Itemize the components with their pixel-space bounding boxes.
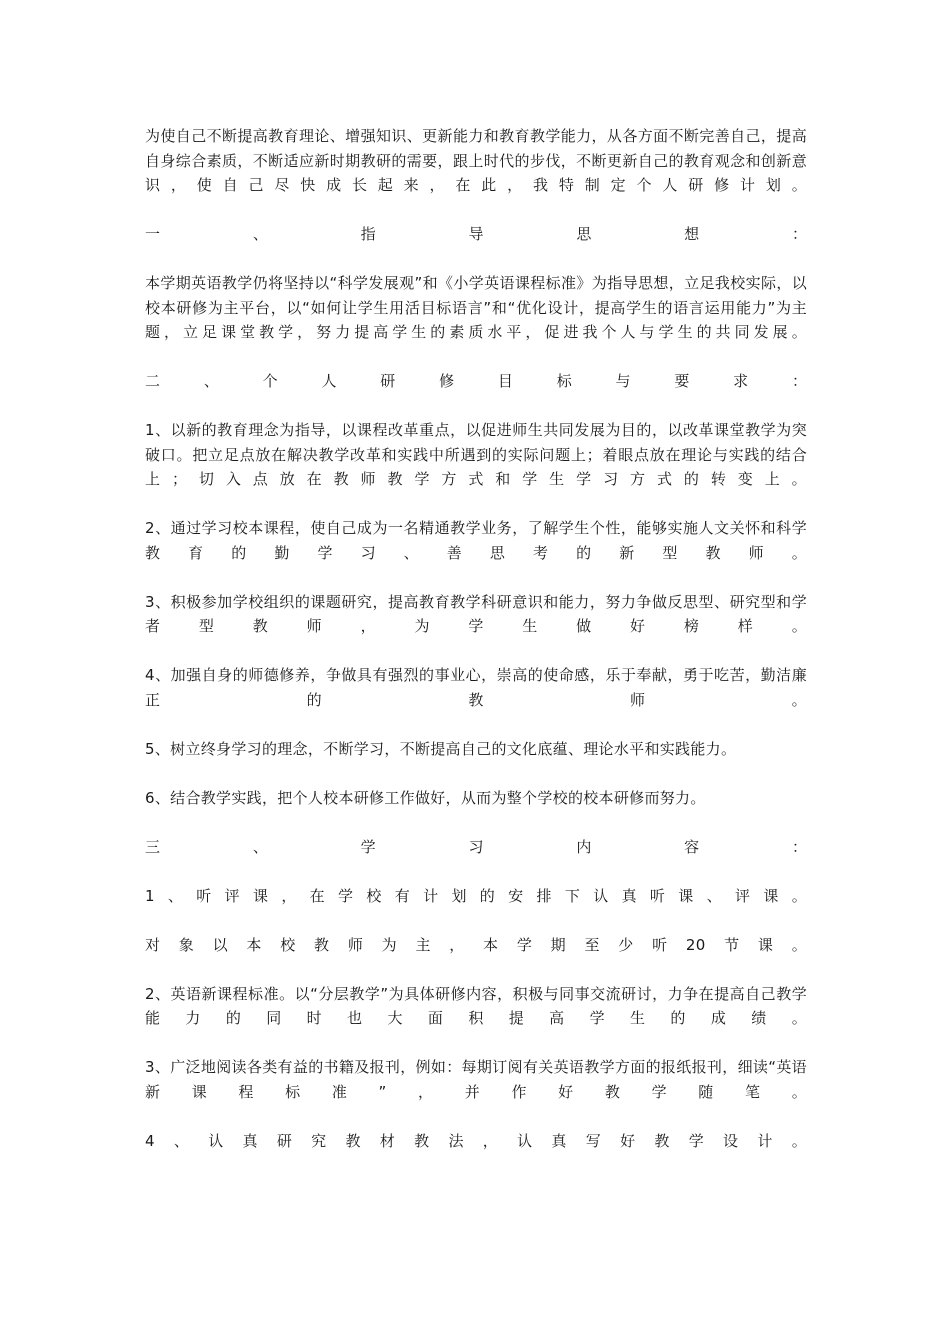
section2-heading: 二 、 个 人 研 修 目 标 与 要 求 ：	[145, 372, 807, 390]
section2-item: 1、以新的教育理念为指导，以课程改革重点，以促进师生共同发展为目的，以改革课堂教学为突破口。把立足点放在解决教学改革和实践中所遇到的实际问题上；着眼点放在理论与实践的结合上；切入点放在教师教学方式和学生学习方式的转变上。	[145, 421, 807, 488]
section3-heading: 三 、 学 习 内 容 ：	[145, 837, 807, 856]
intro-paragraph: 为使自己不断提高教育理论、增强知识、更新能力和教育教学能力，从各方面不断完善自己，提高自身综合素质，不断适应新时期教研的需要，跟上时代的步伐，不断更新自己的教育观念和创新意识，使自己尽快成长起来，在此，我特制定个人研修计划。	[145, 127, 807, 194]
section2-item: 6、结合教学实践，把个人校本研修工作做好，从而为整个学校的校本研修而努力。	[145, 788, 706, 807]
section3-item: 2、英语新课程标准。以“分层教学”为具体研修内容，积极与同事交流研讨，力争在提高自己教学能力的同时也大面积提高学生的成绩。	[145, 984, 807, 1027]
section3-item: 4、认真研究教材教法，认真写好教学设计。	[145, 1131, 807, 1150]
document-page	[145, 124, 807, 1178]
section1-heading: 一 、 指 导 思 想 ：	[145, 225, 807, 243]
section2-item: 2、通过学习校本课程，使自己成为一名精通教学业务，了解学生个性，能够实施人文关怀和科学教育的勤学习、善思考的新型教师。	[145, 519, 807, 562]
section1-body: 本学期英语教学仍将坚持以“科学发展观”和《小学英语课程标准》为指导思想，立足我校实际，以校本研修为主平台，以“如何让学生用活目标语言”和“优化设计，提高学生的语言运用能力”为主题，立足课堂教学，努力提高学生的素质水平，促进我个人与学生的共同发展。	[145, 274, 807, 341]
section3-item: 1、听评课，在学校有计划的安排下认真听课、评课。	[145, 886, 807, 905]
section2-item: 3、积极参加学校组织的课题研究，提高教育教学科研意识和能力，努力争做反思型、研究型和学者型教师，为学生做好榜样。	[145, 592, 807, 635]
section3-item: 对象以本校教师为主，本学期至少听20节课。	[145, 935, 807, 954]
section2-item: 4、加强自身的师德修养，争做具有强烈的事业心，崇高的使命感，乐于奉献，勇于吃苦，勤洁廉正的教师。	[145, 666, 807, 709]
section2-item: 5、树立终身学习的理念，不断学习，不断提高自己的文化底蕴、理论水平和实践能力。	[145, 739, 737, 758]
section3-item: 3、广泛地阅读各类有益的书籍及报刊，例如：每期订阅有关英语教学方面的报纸报刊，细读“英语新课程标准”，并作好教学随笔。	[145, 1058, 807, 1101]
